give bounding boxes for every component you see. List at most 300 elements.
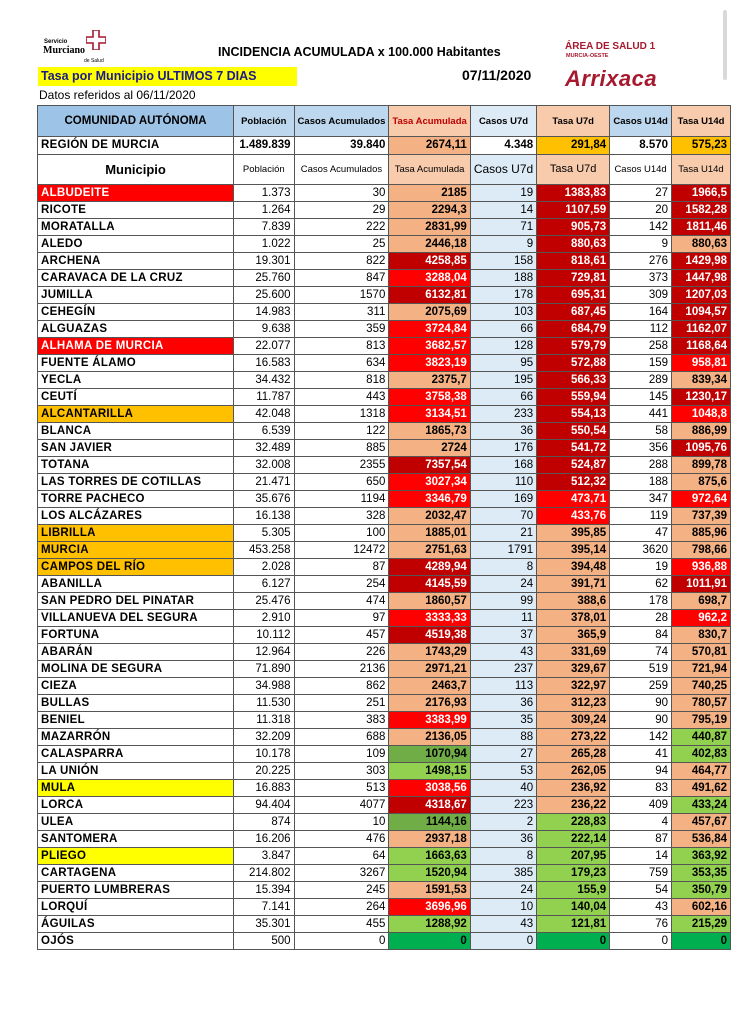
municipio-casos-acum: 822	[294, 253, 389, 270]
municipio-poblacion: 25.476	[234, 593, 295, 610]
municipio-casos-u7: 1791	[470, 542, 536, 559]
table-row	[38, 491, 731, 508]
municipio-tasa-u14: 880,63	[672, 236, 731, 253]
municipio-name: CEUTÍ	[38, 389, 234, 406]
municipio-casos-u14: 83	[610, 780, 672, 797]
municipio-casos-u14: 441	[610, 406, 672, 423]
municipio-name: LOS ALCÁZARES	[38, 508, 234, 525]
municipio-casos-u7: 43	[470, 916, 536, 933]
ca-header-poblacion: Población	[234, 106, 295, 137]
municipio-tasa-acum: 2446,18	[389, 236, 470, 253]
municipio-casos-u7: 10	[470, 899, 536, 916]
municipio-casos-acum: 650	[294, 474, 389, 491]
municipio-tasa-acum: 3333,33	[389, 610, 470, 627]
municipio-tasa-u14: 440,87	[672, 729, 731, 746]
municipio-tasa-u7: 684,79	[537, 321, 610, 338]
table-row	[38, 525, 731, 542]
municipio-casos-acum: 1318	[294, 406, 389, 423]
municipio-poblacion: 16.883	[234, 780, 295, 797]
municipio-name: ALEDO	[38, 236, 234, 253]
municipio-tasa-acum: 3758,38	[389, 389, 470, 406]
municipio-casos-u14: 94	[610, 763, 672, 780]
municipio-casos-u7: 176	[470, 440, 536, 457]
region-casos-u7: 4.348	[470, 137, 536, 155]
municipio-name: FORTUNA	[38, 627, 234, 644]
municipio-name: TORRE PACHECO	[38, 491, 234, 508]
mun-header-casos-acum: Casos Acumulados	[294, 155, 389, 185]
municipio-tasa-u14: 433,24	[672, 797, 731, 814]
table-row	[38, 440, 731, 457]
municipio-poblacion: 25.600	[234, 287, 295, 304]
municipio-tasa-acum: 0	[389, 933, 470, 950]
region-row	[38, 137, 731, 155]
municipio-poblacion: 10.178	[234, 746, 295, 763]
municipio-casos-u14: 90	[610, 695, 672, 712]
municipio-name: PLIEGO	[38, 848, 234, 865]
municipio-casos-u14: 112	[610, 321, 672, 338]
municipio-tasa-u7: 695,31	[537, 287, 610, 304]
municipio-tasa-u14: 570,81	[672, 644, 731, 661]
municipio-poblacion: 94.404	[234, 797, 295, 814]
region-tasa-u7: 291,84	[537, 137, 610, 155]
region-name: REGIÓN DE MURCIA	[38, 137, 234, 155]
area-title: ÁREA DE SALUD 1	[565, 41, 656, 52]
municipio-casos-acum: 2136	[294, 661, 389, 678]
municipio-casos-u7: 385	[470, 865, 536, 882]
ca-header-row	[38, 106, 731, 137]
municipio-tasa-u14: 899,78	[672, 457, 731, 474]
municipio-tasa-u7: 687,45	[537, 304, 610, 321]
municipio-casos-u7: 8	[470, 559, 536, 576]
table-row	[38, 593, 731, 610]
municipio-casos-u7: 37	[470, 627, 536, 644]
table-row	[38, 253, 731, 270]
municipio-tasa-acum: 1743,29	[389, 644, 470, 661]
municipio-casos-u14: 259	[610, 678, 672, 695]
municipio-casos-acum: 457	[294, 627, 389, 644]
municipio-casos-acum: 847	[294, 270, 389, 287]
municipio-casos-u7: 40	[470, 780, 536, 797]
municipio-casos-u14: 28	[610, 610, 672, 627]
municipio-casos-acum: 264	[294, 899, 389, 916]
municipio-tasa-acum: 1144,16	[389, 814, 470, 831]
table-row	[38, 372, 731, 389]
municipio-tasa-u7: 554,13	[537, 406, 610, 423]
municipio-tasa-u7: 388,6	[537, 593, 610, 610]
municipio-casos-u14: 90	[610, 712, 672, 729]
municipio-tasa-u7: 1383,83	[537, 185, 610, 202]
municipio-casos-acum: 383	[294, 712, 389, 729]
municipio-tasa-u14: 780,57	[672, 695, 731, 712]
municipio-tasa-u7: 473,71	[537, 491, 610, 508]
municipio-name: ALBUDEITE	[38, 185, 234, 202]
municipio-poblacion: 32.209	[234, 729, 295, 746]
municipio-casos-acum: 226	[294, 644, 389, 661]
municipio-tasa-acum: 4145,59	[389, 576, 470, 593]
municipio-poblacion: 19.301	[234, 253, 295, 270]
municipio-tasa-acum: 4258,85	[389, 253, 470, 270]
table-row	[38, 899, 731, 916]
municipio-casos-u14: 188	[610, 474, 672, 491]
mun-header-tasa-u14: Tasa U14d	[672, 155, 731, 185]
municipio-casos-u14: 76	[610, 916, 672, 933]
municipio-poblacion: 1.264	[234, 202, 295, 219]
municipio-tasa-acum: 3724,84	[389, 321, 470, 338]
municipio-tasa-u7: 524,87	[537, 457, 610, 474]
municipio-casos-u7: 178	[470, 287, 536, 304]
table-row	[38, 576, 731, 593]
municipio-tasa-u7: 365,9	[537, 627, 610, 644]
municipio-casos-acum: 455	[294, 916, 389, 933]
municipio-casos-u7: 11	[470, 610, 536, 627]
ca-header-tasa-acum: Tasa Acumulada	[389, 106, 470, 137]
municipio-casos-u7: 188	[470, 270, 536, 287]
municipio-casos-u14: 19	[610, 559, 672, 576]
logo-text-murciano: Murciano	[43, 45, 86, 56]
municipio-casos-u7: 2	[470, 814, 536, 831]
municipio-casos-acum: 443	[294, 389, 389, 406]
table-row	[38, 729, 731, 746]
table-row	[38, 185, 731, 202]
municipio-tasa-acum: 1860,57	[389, 593, 470, 610]
municipio-casos-u7: 237	[470, 661, 536, 678]
municipio-name: RICOTE	[38, 202, 234, 219]
municipio-casos-u7: 43	[470, 644, 536, 661]
ca-header-tasa-u7: Tasa U7d	[537, 106, 610, 137]
table-row	[38, 236, 731, 253]
municipio-casos-u14: 87	[610, 831, 672, 848]
municipio-tasa-u7: 236,92	[537, 780, 610, 797]
municipio-casos-u7: 88	[470, 729, 536, 746]
municipio-poblacion: 214.802	[234, 865, 295, 882]
municipio-poblacion: 3.847	[234, 848, 295, 865]
municipio-casos-acum: 29	[294, 202, 389, 219]
table-row	[38, 661, 731, 678]
municipio-tasa-u14: 491,62	[672, 780, 731, 797]
table-row	[38, 763, 731, 780]
municipio-tasa-u7: 1107,59	[537, 202, 610, 219]
municipio-tasa-u14: 363,92	[672, 848, 731, 865]
municipio-casos-acum: 64	[294, 848, 389, 865]
municipio-casos-u7: 95	[470, 355, 536, 372]
municipio-tasa-u7: 121,81	[537, 916, 610, 933]
table-row	[38, 916, 731, 933]
table-row	[38, 219, 731, 236]
municipio-casos-u14: 119	[610, 508, 672, 525]
cross-logo-icon	[86, 30, 106, 50]
municipio-tasa-acum: 2971,21	[389, 661, 470, 678]
municipio-casos-u14: 58	[610, 423, 672, 440]
table-row	[38, 355, 731, 372]
municipio-casos-u7: 9	[470, 236, 536, 253]
municipio-tasa-u7: 228,83	[537, 814, 610, 831]
mun-header-tasa-acum: Tasa Acumulada	[389, 155, 470, 185]
municipio-tasa-u7: 512,32	[537, 474, 610, 491]
region-casos-acum: 39.840	[294, 137, 389, 155]
municipio-casos-u7: 36	[470, 423, 536, 440]
municipio-casos-u14: 27	[610, 185, 672, 202]
municipio-casos-u7: 195	[470, 372, 536, 389]
municipio-casos-u7: 53	[470, 763, 536, 780]
table-row	[38, 287, 731, 304]
municipio-casos-u14: 54	[610, 882, 672, 899]
municipio-tasa-acum: 2724	[389, 440, 470, 457]
municipio-tasa-u14: 464,77	[672, 763, 731, 780]
municipio-poblacion: 9.638	[234, 321, 295, 338]
municipio-casos-u7: 14	[470, 202, 536, 219]
municipio-tasa-u14: 0	[672, 933, 731, 950]
region-poblacion: 1.489.839	[234, 137, 295, 155]
municipio-tasa-acum: 1288,92	[389, 916, 470, 933]
municipio-casos-acum: 1194	[294, 491, 389, 508]
municipio-tasa-u14: 457,67	[672, 814, 731, 831]
municipio-casos-u7: 8	[470, 848, 536, 865]
municipio-poblacion: 25.760	[234, 270, 295, 287]
municipio-name: LORQUÍ	[38, 899, 234, 916]
municipio-name: MURCIA	[38, 542, 234, 559]
municipio-casos-u14: 74	[610, 644, 672, 661]
municipio-tasa-acum: 3823,19	[389, 355, 470, 372]
municipio-tasa-u14: 1168,64	[672, 338, 731, 355]
municipio-tasa-acum: 3346,79	[389, 491, 470, 508]
municipio-name: ABARÁN	[38, 644, 234, 661]
municipio-tasa-acum: 3038,56	[389, 780, 470, 797]
table-row	[38, 610, 731, 627]
municipio-tasa-u14: 1095,76	[672, 440, 731, 457]
municipio-tasa-u7: 559,94	[537, 389, 610, 406]
municipio-tasa-u14: 721,94	[672, 661, 731, 678]
municipio-casos-acum: 688	[294, 729, 389, 746]
municipio-tasa-acum: 6132,81	[389, 287, 470, 304]
municipio-name: ARCHENA	[38, 253, 234, 270]
municipio-casos-acum: 311	[294, 304, 389, 321]
arrixaca-logo: Arrixaca	[565, 66, 658, 91]
municipio-casos-acum: 359	[294, 321, 389, 338]
municipio-name: VILLANUEVA DEL SEGURA	[38, 610, 234, 627]
municipio-casos-u14: 347	[610, 491, 672, 508]
municipio-tasa-acum: 3134,51	[389, 406, 470, 423]
municipio-casos-acum: 222	[294, 219, 389, 236]
municipio-name: MULA	[38, 780, 234, 797]
municipio-tasa-acum: 1663,63	[389, 848, 470, 865]
municipio-casos-u14: 142	[610, 729, 672, 746]
municipio-casos-u7: 27	[470, 746, 536, 763]
municipio-name: PUERTO LUMBRERAS	[38, 882, 234, 899]
municipio-casos-u14: 142	[610, 219, 672, 236]
municipio-tasa-u7: 329,67	[537, 661, 610, 678]
municipio-header-row	[38, 155, 731, 185]
mun-header-casos-u14: Casos U14d	[610, 155, 672, 185]
table-row	[38, 457, 731, 474]
municipio-tasa-u7: 273,22	[537, 729, 610, 746]
municipio-casos-acum: 885	[294, 440, 389, 457]
municipio-poblacion: 32.489	[234, 440, 295, 457]
municipio-tasa-u14: 875,6	[672, 474, 731, 491]
table-row	[38, 848, 731, 865]
municipio-tasa-acum: 1070,94	[389, 746, 470, 763]
municipio-tasa-u14: 740,25	[672, 678, 731, 695]
municipio-casos-u14: 20	[610, 202, 672, 219]
municipio-tasa-u14: 1582,28	[672, 202, 731, 219]
municipio-tasa-u14: 1966,5	[672, 185, 731, 202]
municipio-tasa-u14: 886,99	[672, 423, 731, 440]
municipio-tasa-acum: 1498,15	[389, 763, 470, 780]
municipio-tasa-u14: 698,7	[672, 593, 731, 610]
table-row	[38, 559, 731, 576]
municipio-name: CIEZA	[38, 678, 234, 695]
municipio-tasa-acum: 2294,3	[389, 202, 470, 219]
table-row	[38, 746, 731, 763]
municipio-name: MOLINA DE SEGURA	[38, 661, 234, 678]
municipio-casos-acum: 513	[294, 780, 389, 797]
municipio-poblacion: 32.008	[234, 457, 295, 474]
municipio-tasa-acum: 4318,67	[389, 797, 470, 814]
table-row	[38, 882, 731, 899]
municipio-tasa-acum: 2176,93	[389, 695, 470, 712]
municipio-poblacion: 2.028	[234, 559, 295, 576]
table-row	[38, 678, 731, 695]
municipio-casos-u7: 66	[470, 321, 536, 338]
municipio-name: ALGUAZAS	[38, 321, 234, 338]
municipio-casos-u7: 71	[470, 219, 536, 236]
municipio-name: CEHEGÍN	[38, 304, 234, 321]
municipio-casos-acum: 3267	[294, 865, 389, 882]
table-row	[38, 202, 731, 219]
municipio-poblacion: 1.022	[234, 236, 295, 253]
municipio-tasa-acum: 2751,63	[389, 542, 470, 559]
ca-header-tasa-u14: Tasa U14d	[672, 106, 731, 137]
municipio-casos-u14: 14	[610, 848, 672, 865]
municipio-poblacion: 71.890	[234, 661, 295, 678]
mun-header-casos-u7: Casos U7d	[470, 155, 536, 185]
municipio-poblacion: 12.964	[234, 644, 295, 661]
municipio-casos-u7: 168	[470, 457, 536, 474]
municipio-casos-u14: 159	[610, 355, 672, 372]
municipio-name: ALCANTARILLA	[38, 406, 234, 423]
municipio-casos-acum: 0	[294, 933, 389, 950]
municipio-tasa-u14: 1094,57	[672, 304, 731, 321]
region-casos-u14: 8.570	[610, 137, 672, 155]
municipio-tasa-u7: 394,48	[537, 559, 610, 576]
municipio-poblacion: 35.676	[234, 491, 295, 508]
municipio-casos-acum: 4077	[294, 797, 389, 814]
municipio-casos-u14: 47	[610, 525, 672, 542]
region-tasa-acum: 2674,11	[389, 137, 470, 155]
municipio-casos-acum: 254	[294, 576, 389, 593]
municipio-tasa-u7: 579,79	[537, 338, 610, 355]
municipio-casos-u14: 145	[610, 389, 672, 406]
table-row	[38, 338, 731, 355]
municipio-tasa-u7: 541,72	[537, 440, 610, 457]
municipio-poblacion: 5.305	[234, 525, 295, 542]
municipio-poblacion: 7.141	[234, 899, 295, 916]
municipio-tasa-u14: 839,34	[672, 372, 731, 389]
municipio-tasa-acum: 1591,53	[389, 882, 470, 899]
municipio-casos-u14: 409	[610, 797, 672, 814]
municipio-tasa-u7: 309,24	[537, 712, 610, 729]
table-row	[38, 423, 731, 440]
municipio-casos-acum: 245	[294, 882, 389, 899]
municipio-tasa-u7: 729,81	[537, 270, 610, 287]
municipio-casos-u14: 9	[610, 236, 672, 253]
municipio-casos-u14: 759	[610, 865, 672, 882]
table-row	[38, 695, 731, 712]
municipio-casos-acum: 30	[294, 185, 389, 202]
municipio-casos-u14: 373	[610, 270, 672, 287]
municipio-name: SAN PEDRO DEL PINATAR	[38, 593, 234, 610]
municipio-casos-u14: 356	[610, 440, 672, 457]
municipio-tasa-acum: 3027,34	[389, 474, 470, 491]
municipio-casos-u14: 0	[610, 933, 672, 950]
table-row	[38, 831, 731, 848]
municipio-casos-u7: 66	[470, 389, 536, 406]
municipio-casos-u7: 19	[470, 185, 536, 202]
table-row	[38, 474, 731, 491]
municipio-tasa-u7: 207,95	[537, 848, 610, 865]
municipio-poblacion: 2.910	[234, 610, 295, 627]
municipio-name: CARAVACA DE LA CRUZ	[38, 270, 234, 287]
municipio-poblacion: 453.258	[234, 542, 295, 559]
mun-header-name: Municipio	[38, 155, 234, 185]
municipio-casos-acum: 818	[294, 372, 389, 389]
municipio-casos-u7: 99	[470, 593, 536, 610]
municipio-casos-u7: 223	[470, 797, 536, 814]
municipio-name: CARTAGENA	[38, 865, 234, 882]
municipio-name: YECLA	[38, 372, 234, 389]
municipio-tasa-acum: 3383,99	[389, 712, 470, 729]
municipio-name: ULEA	[38, 814, 234, 831]
municipio-poblacion: 500	[234, 933, 295, 950]
municipio-casos-u7: 233	[470, 406, 536, 423]
municipio-poblacion: 14.983	[234, 304, 295, 321]
municipio-poblacion: 11.787	[234, 389, 295, 406]
municipio-tasa-acum: 7357,54	[389, 457, 470, 474]
municipio-poblacion: 22.077	[234, 338, 295, 355]
municipio-casos-u14: 289	[610, 372, 672, 389]
table-row	[38, 933, 731, 950]
municipio-casos-acum: 97	[294, 610, 389, 627]
municipio-name: BULLAS	[38, 695, 234, 712]
municipio-tasa-acum: 1520,94	[389, 865, 470, 882]
municipio-casos-acum: 1570	[294, 287, 389, 304]
mun-header-tasa-u7: Tasa U7d	[537, 155, 610, 185]
municipio-tasa-acum: 2185	[389, 185, 470, 202]
table-row	[38, 542, 731, 559]
logo-text-salud: de Salud	[84, 58, 104, 64]
page-scrollbar[interactable]	[723, 10, 727, 80]
municipio-tasa-u14: 353,35	[672, 865, 731, 882]
municipio-casos-acum: 474	[294, 593, 389, 610]
municipio-casos-u14: 178	[610, 593, 672, 610]
municipio-casos-acum: 634	[294, 355, 389, 372]
municipio-casos-acum: 122	[294, 423, 389, 440]
municipio-tasa-u7: 0	[537, 933, 610, 950]
table-row	[38, 865, 731, 882]
municipio-name: LAS TORRES DE COTILLAS	[38, 474, 234, 491]
municipio-casos-u7: 21	[470, 525, 536, 542]
municipio-casos-acum: 2355	[294, 457, 389, 474]
municipio-tasa-u14: 350,79	[672, 882, 731, 899]
municipio-name: ALHAMA DE MURCIA	[38, 338, 234, 355]
municipio-tasa-acum: 2463,7	[389, 678, 470, 695]
municipio-poblacion: 15.394	[234, 882, 295, 899]
municipio-tasa-u7: 140,04	[537, 899, 610, 916]
table-row	[38, 712, 731, 729]
municipio-casos-u14: 309	[610, 287, 672, 304]
table-row	[38, 304, 731, 321]
municipio-tasa-u7: 566,33	[537, 372, 610, 389]
municipio-tasa-acum: 2375,7	[389, 372, 470, 389]
